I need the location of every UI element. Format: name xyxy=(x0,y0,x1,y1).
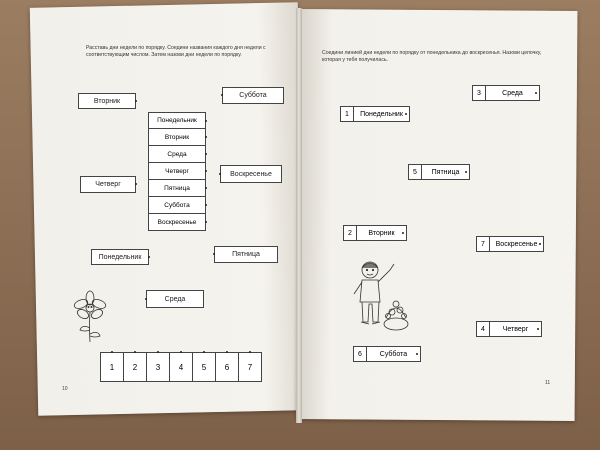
boy-illustration xyxy=(348,258,412,340)
list-item: Пятница xyxy=(148,180,206,197)
number-cell: 7 xyxy=(238,352,262,382)
word-box-tuesday xyxy=(78,93,136,109)
word-label: Среда xyxy=(164,295,186,303)
word-label: Вторник xyxy=(93,97,121,105)
number-cell: 6 xyxy=(215,352,239,382)
numbered-box-friday: 5 Пятница xyxy=(408,164,470,180)
weekday-list xyxy=(148,112,206,231)
number-cell: 5 xyxy=(192,352,216,382)
list-item: Суббота xyxy=(148,197,206,214)
numbered-box-sunday: 7 Воскресенье xyxy=(476,236,544,252)
list-item: Среда xyxy=(148,146,206,163)
number-cell: 3 xyxy=(146,352,170,382)
word-box-saturday xyxy=(222,87,284,104)
list-item: Воскресенье xyxy=(148,214,206,231)
number-cell: 1 xyxy=(100,352,124,382)
word-label: Воскресенье xyxy=(230,170,272,178)
page-number-right: 11 xyxy=(545,380,551,386)
word-box-monday xyxy=(91,249,149,265)
word-box-sunday xyxy=(220,165,282,183)
list-item: Четверг xyxy=(148,163,206,180)
word-label: Понедельник xyxy=(98,253,142,261)
left-instruction: Расставь дни недели по порядку. Соедини названия каждого дня недели с соответствующим числом. Затем назови дни недели по порядку. xyxy=(86,45,266,58)
numbered-box-saturday: 6 Суббота xyxy=(353,346,421,362)
list-item: Вторник xyxy=(148,129,206,146)
numbered-box-tuesday: 2 Вторник xyxy=(343,225,407,241)
word-label: Суббота xyxy=(239,92,267,99)
page-number-left: 10 xyxy=(62,386,68,392)
right-page xyxy=(297,9,578,421)
word-box-wednesday xyxy=(146,290,204,308)
right-instruction: Соедини линией дни недели по порядку от понедельника до воскресенья. Назови цепочку, которая у тебя получилась. xyxy=(322,50,542,63)
book-spine xyxy=(296,8,302,423)
word-box-friday xyxy=(214,246,278,263)
number-cell: 4 xyxy=(169,352,193,382)
word-label: Пятница xyxy=(232,251,260,258)
number-cell: 2 xyxy=(123,352,147,382)
numbered-box-thursday: 4 Четверг xyxy=(476,321,542,337)
number-strip xyxy=(101,352,262,382)
list-item: Понедельник xyxy=(148,112,206,129)
numbered-box-wednesday: 3 Среда xyxy=(472,85,540,101)
numbered-box-monday: 1 Понедельник xyxy=(340,106,410,122)
flower-illustration xyxy=(72,290,108,346)
word-box-thursday xyxy=(80,176,136,193)
word-label: Четверг xyxy=(95,181,121,188)
